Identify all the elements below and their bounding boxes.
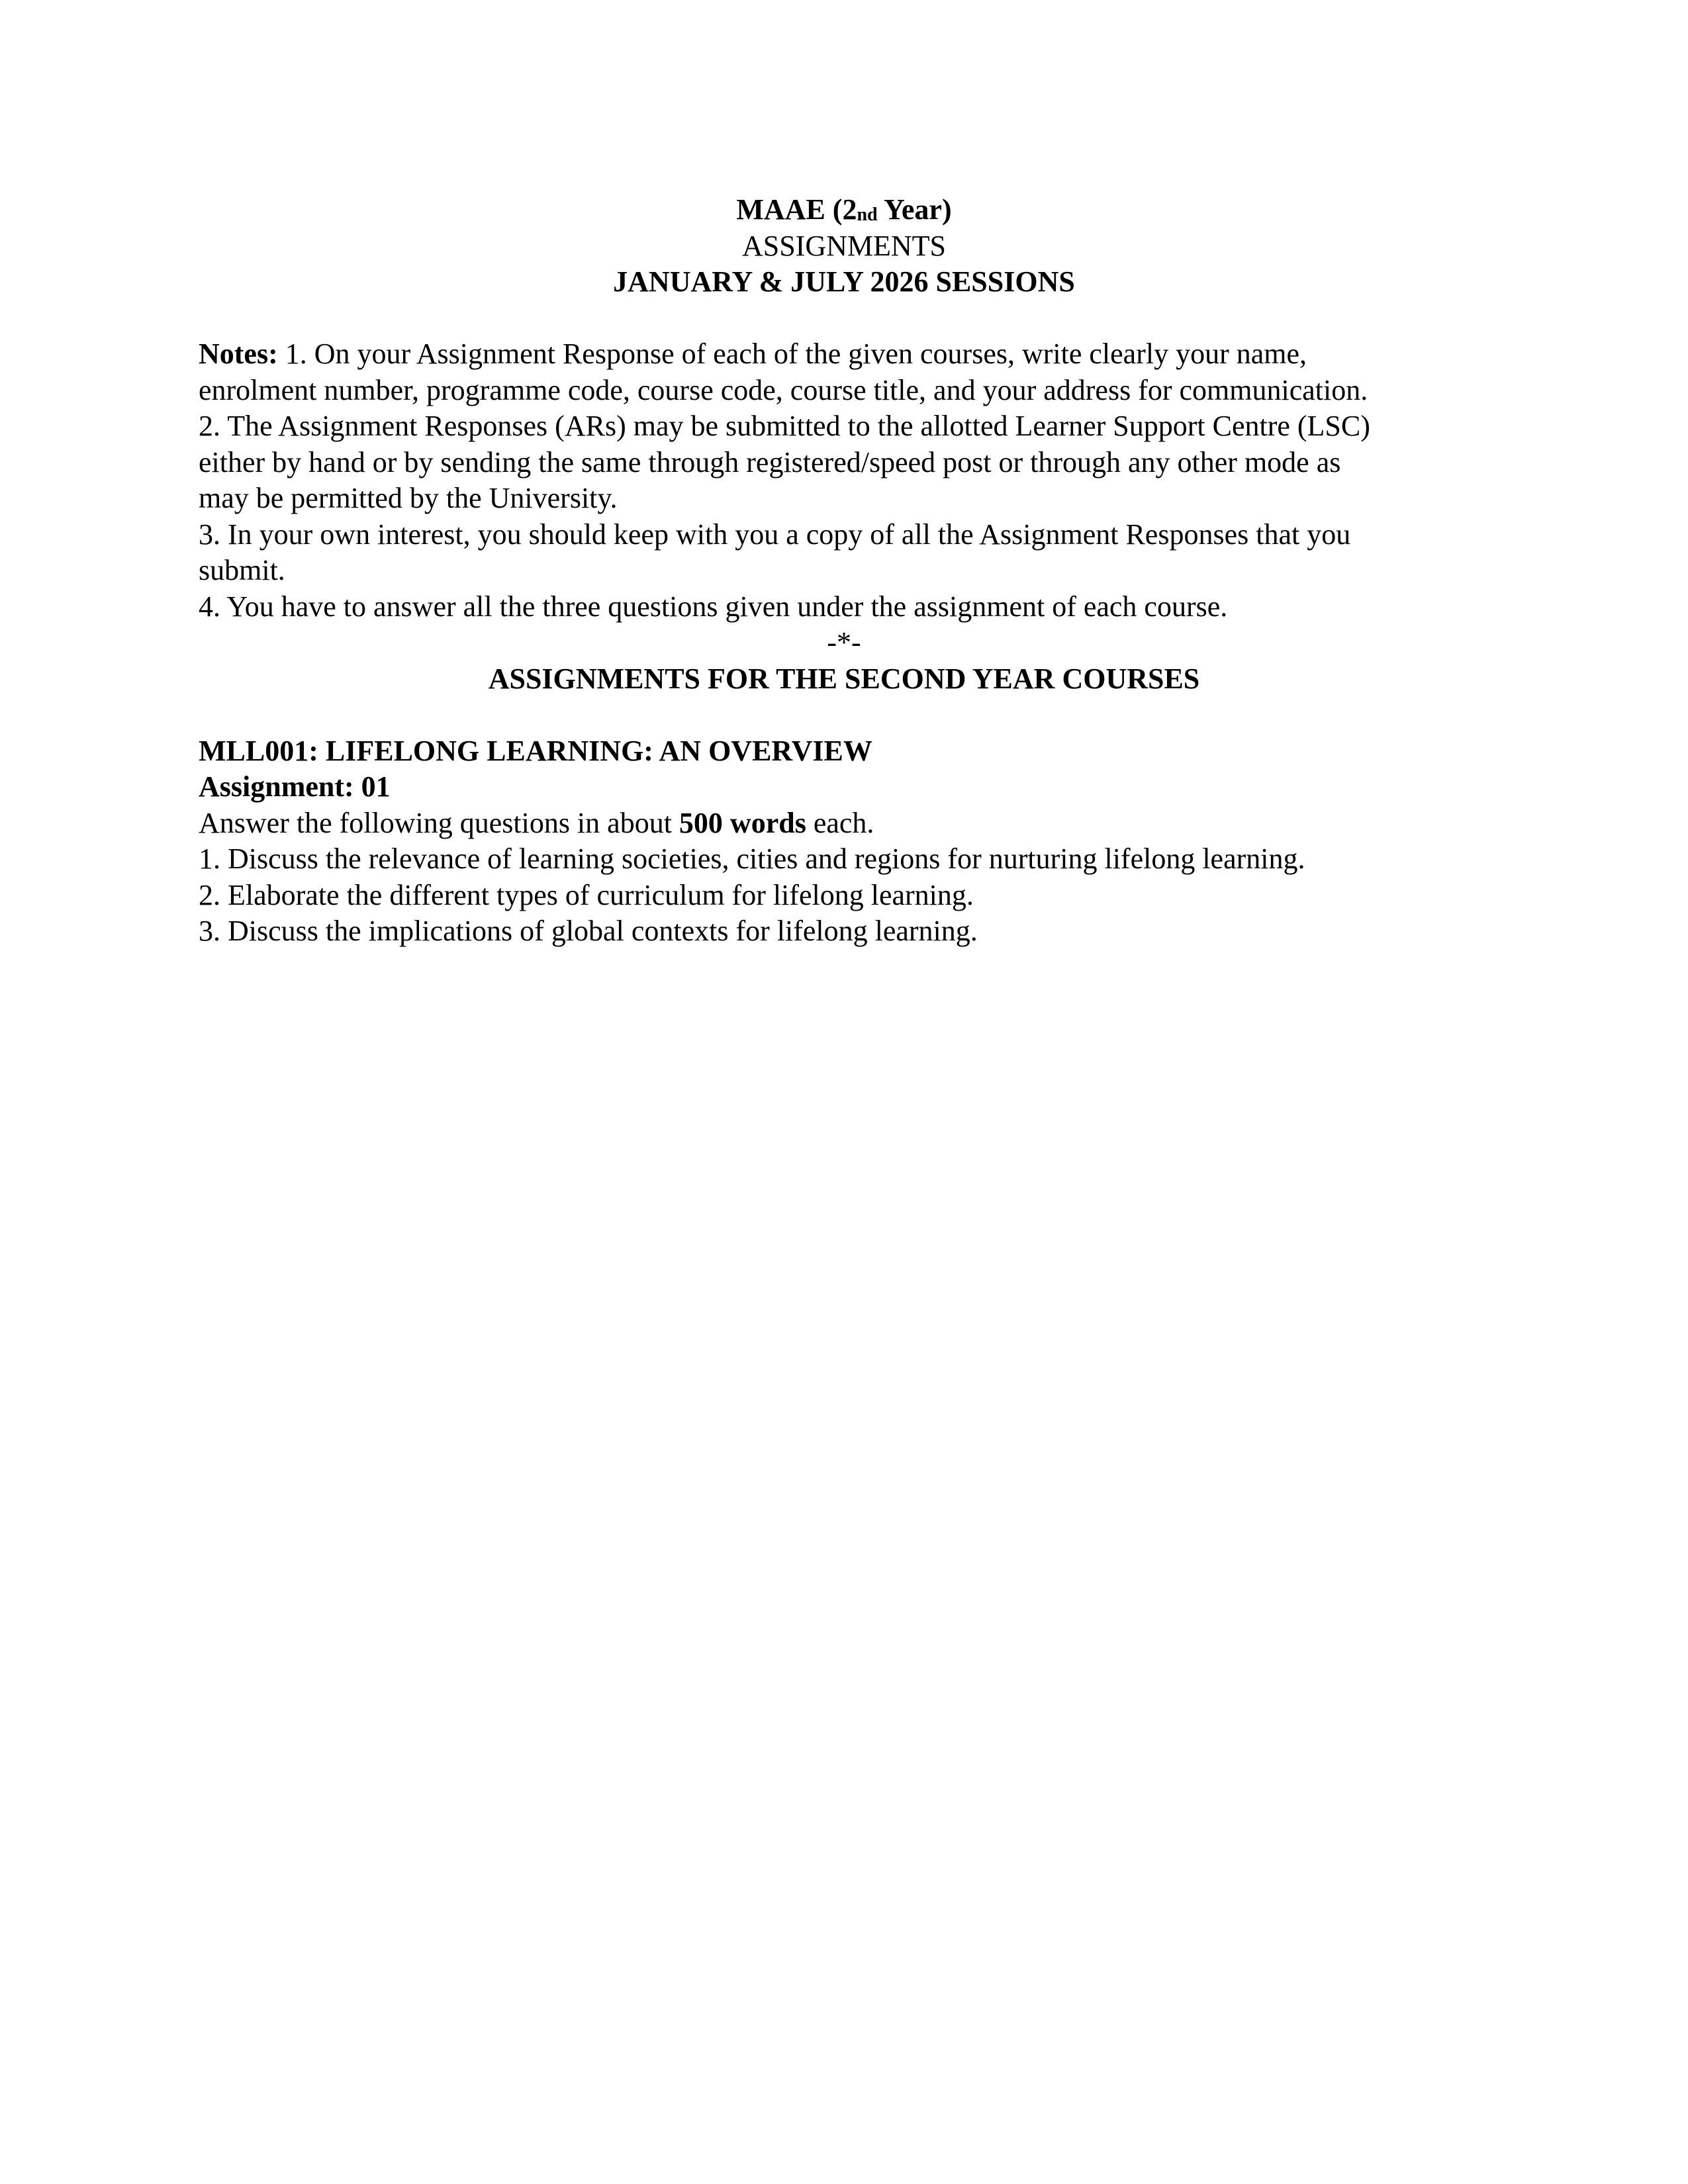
notes-line-3: 2. The Assignment Responses (ARs) may be submitted to the allotted Learner Support Centre (LSC)	[199, 410, 1370, 442]
notes-line-6: 3. In your own interest, you should keep with you a copy of all the Assignment Responses that you	[199, 518, 1351, 551]
question-2: 2. Elaborate the different types of curriculum for lifelong learning.	[199, 878, 974, 911]
notes-line-1-text: 1. On your Assignment Response of each of the given courses, write clearly your name,	[277, 338, 1307, 370]
question-1: 1. Discuss the relevance of learning societies, cities and regions for nurturing lifelong learning.	[199, 842, 1305, 875]
course-block	[199, 733, 1489, 950]
instruction-text-before: Answer the following questions in about	[199, 806, 679, 839]
assignment-number: Assignment: 01	[199, 770, 391, 803]
programme-title-prefix: MAAE (2	[736, 193, 857, 226]
instruction	[199, 805, 1489, 842]
notes-line-4: either by hand or by sending the same through registered/speed post or through any other mode as	[199, 445, 1341, 478]
question-3: 3. Discuss the implications of global contexts for lifelong learning.	[199, 915, 978, 947]
spacer	[199, 697, 1489, 733]
notes-line-5: may be permitted by the University.	[199, 482, 618, 514]
instruction-text-after: each.	[806, 806, 874, 839]
notes-line-1	[199, 336, 1489, 373]
instruction-word-limit: 500 words	[679, 806, 806, 839]
spacer	[199, 300, 1489, 337]
sessions-heading: JANUARY & JULY 2026 SESSIONS	[613, 265, 1075, 298]
document-page	[199, 192, 1489, 950]
programme-title-ordinal: nd	[857, 205, 878, 225]
programme-title-suffix: Year)	[877, 193, 952, 226]
notes-line-2: enrolment number, programme code, course code, course title, and your address for communication.	[199, 373, 1368, 406]
document-type: ASSIGNMENTS	[741, 229, 947, 262]
notes-line-7: submit.	[199, 554, 285, 586]
programme-title	[199, 192, 1489, 228]
separator: -*-	[827, 626, 861, 659]
notes-block	[199, 336, 1489, 625]
section-heading: ASSIGNMENTS FOR THE SECOND YEAR COURSES	[488, 662, 1200, 695]
notes-line-8: 4. You have to answer all the three questions given under the assignment of each course.	[199, 590, 1228, 623]
course-title: MLL001: LIFELONG LEARNING: AN OVERVIEW	[199, 734, 872, 767]
notes-label: Notes:	[199, 338, 278, 370]
